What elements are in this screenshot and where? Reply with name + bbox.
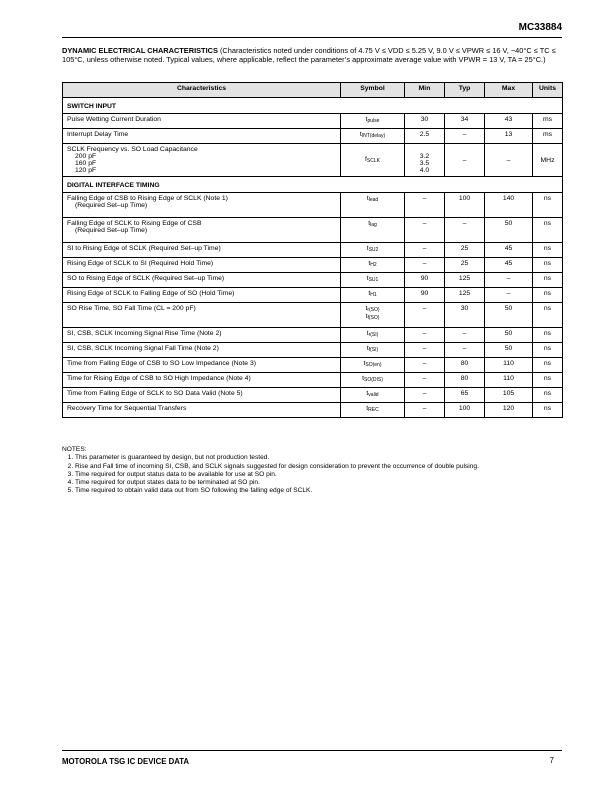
table-row <box>63 114 563 129</box>
table-row <box>63 258 563 273</box>
min-cell: – <box>405 403 445 418</box>
note-item: 1. This parameter is guaranteed by design, but not production tested. <box>75 454 582 462</box>
typ-cell: 125 <box>445 288 485 303</box>
intro-title: DYNAMIC ELECTRICAL CHARACTERISTICS <box>62 46 218 55</box>
symbol: $t_{pulse}$ <box>365 116 380 124</box>
symbol: $t_{SU2}$ <box>366 245 379 253</box>
min-cell: – <box>405 243 445 258</box>
characteristic-text: SCLK Frequency vs. SO Load Capacitance <box>67 146 198 153</box>
footer-text: MOTOROLA TSG IC DEVICE DATA <box>62 757 190 766</box>
units-cell: ms <box>533 114 563 129</box>
units-cell: ns <box>533 373 563 388</box>
intro-text: (Characteristics noted under conditions of 4.75 V ≤ VDD ≤ 5.25 V, 9.0 V ≤ VPWR ≤ 16 V, −40°C ≤ TC ≤ 105°C, unless otherwise noted. Typical values, where applicable, reflect the parameter’s approximate average value with VPWR = 13 V, TA = 25°C.) <box>62 46 556 65</box>
note-item: 5. Time required to obtain valid data out from SO following the falling edge of SCLK. <box>75 487 582 495</box>
max-cell: 45 <box>485 243 533 258</box>
symbol: $t_{H2}$ <box>368 260 377 268</box>
symbol: $t_{H1}$ <box>368 290 377 298</box>
symbol: $t_{SU1}$ <box>366 275 379 283</box>
characteristic-cell <box>63 358 341 373</box>
min-cell: – <box>405 358 445 373</box>
characteristic-cell <box>63 303 341 328</box>
typ-cell: 125 <box>445 273 485 288</box>
symbol-2: $t_{f(SO)}$ <box>365 313 380 321</box>
typ-cell: 25 <box>445 258 485 273</box>
min-cell <box>405 144 445 177</box>
symbol-cell <box>341 129 405 144</box>
characteristic-cell <box>63 258 341 273</box>
characteristic-subline: 200 pF <box>75 153 97 160</box>
characteristic-text: Time from Falling Edge of SCLK to SO Data Valid (Note 5) <box>67 390 243 397</box>
intro-paragraph <box>62 46 562 65</box>
typ-cell: 80 <box>445 358 485 373</box>
characteristic-cell <box>63 144 341 177</box>
symbol-cell <box>341 373 405 388</box>
section-title: DIGITAL INTERFACE TIMING <box>63 177 563 193</box>
characteristic-cell <box>63 388 341 403</box>
table-row <box>63 288 563 303</box>
section-title: SWITCH INPUT <box>63 98 563 114</box>
symbol: $t_{REC}$ <box>366 405 379 413</box>
min-cell: – <box>405 258 445 273</box>
units-cell: ns <box>533 193 563 218</box>
typ-cell: 100 <box>445 403 485 418</box>
dynamic-characteristics-table <box>62 82 563 418</box>
characteristic-text: Falling Edge of SCLK to Rising Edge of CSB <box>67 220 202 227</box>
characteristic-text: SO Rise Time, SO Fall Time (CL = 200 pF) <box>67 305 196 312</box>
typ-cell: – <box>445 129 485 144</box>
max-cell: 50 <box>485 218 533 243</box>
col-header-typ: Typ <box>445 83 485 98</box>
symbol-cell <box>341 343 405 358</box>
characteristic-subline: 160 pF <box>75 160 97 167</box>
note-item: 3. Time required for output status data to be available for use at SO pin. <box>75 471 582 479</box>
symbol: $t_{INT(delay)}$ <box>359 131 386 139</box>
min-cell: – <box>405 343 445 358</box>
max-cell: 110 <box>485 358 533 373</box>
note-item: 4. Time required for output states data to be terminated at SO pin. <box>75 479 582 487</box>
symbol: $t_{SO(DIS)}$ <box>362 375 383 383</box>
notes-title: NOTES: <box>62 446 87 453</box>
symbol: $f_{SCLK}$ <box>365 156 380 164</box>
characteristic-text: Rising Edge of SCLK to Falling Edge of SO (Hold Time) <box>67 290 235 297</box>
typ-cell: – <box>445 343 485 358</box>
characteristic-text: SO to Rising Edge of SCLK (Required Set–up Time) <box>67 275 225 282</box>
units-cell: ns <box>533 303 563 328</box>
characteristic-text: SI, CSB, SCLK Incoming Signal Fall Time (Note 2) <box>67 345 219 352</box>
section-row <box>63 98 563 114</box>
units-cell: ns <box>533 258 563 273</box>
table-row <box>63 144 563 177</box>
min-value: 3.2 <box>419 153 430 160</box>
symbol-cell <box>341 218 405 243</box>
characteristic-subline: 120 pF <box>75 167 97 174</box>
table-row <box>63 218 563 243</box>
table-row <box>63 403 563 418</box>
table-row <box>63 243 563 258</box>
units-cell: ms <box>533 129 563 144</box>
notes <box>62 446 582 496</box>
symbol-cell <box>341 288 405 303</box>
characteristic-cell <box>63 129 341 144</box>
symbol: $t_{r(SO)}$ <box>365 305 380 313</box>
min-value: 4.0 <box>419 167 430 174</box>
typ-cell: 80 <box>445 373 485 388</box>
table-row <box>63 373 563 388</box>
min-cell: 90 <box>405 288 445 303</box>
max-cell: – <box>485 288 533 303</box>
characteristic-text: Interrupt Delay Time <box>67 131 129 138</box>
col-header-min: Min <box>405 83 445 98</box>
symbol-cell <box>341 403 405 418</box>
max-cell: 50 <box>485 343 533 358</box>
symbol: $t_{lag}$ <box>368 220 377 228</box>
typ-cell: – <box>445 328 485 343</box>
col-header-max: Max <box>485 83 533 98</box>
units-cell: ns <box>533 388 563 403</box>
units-cell: ns <box>533 358 563 373</box>
characteristic-subtext: (Required Set–up Time) <box>75 202 148 209</box>
characteristic-cell <box>63 193 341 218</box>
part-number: MC33884 <box>518 22 562 33</box>
units-cell: ns <box>533 288 563 303</box>
units-cell: MHz <box>533 144 563 177</box>
characteristic-cell <box>63 328 341 343</box>
typ-cell: – <box>445 144 485 177</box>
section-row <box>63 177 563 193</box>
table-row <box>63 129 563 144</box>
characteristic-text: Falling Edge of CSB to Rising Edge of SCLK (Note 1) <box>67 195 228 202</box>
notes-list <box>62 454 582 495</box>
min-cell: – <box>405 303 445 328</box>
characteristic-cell <box>63 343 341 358</box>
symbol-cell <box>341 328 405 343</box>
min-cell: – <box>405 193 445 218</box>
typ-cell: 30 <box>445 303 485 328</box>
table-row <box>63 303 563 328</box>
max-cell: 105 <box>485 388 533 403</box>
symbol: $t_{f(SI)}$ <box>366 345 379 353</box>
footer-rule <box>62 750 562 751</box>
page-number: 7 <box>549 756 554 765</box>
min-cell: – <box>405 218 445 243</box>
characteristic-text: Recovery Time for Sequential Transfers <box>67 405 187 412</box>
characteristic-cell <box>63 288 341 303</box>
symbol-cell <box>341 388 405 403</box>
table-row <box>63 193 563 218</box>
characteristic-cell <box>63 273 341 288</box>
characteristic-cell <box>63 373 341 388</box>
characteristic-text: Time from Falling Edge of CSB to SO Low Impedance (Note 3) <box>67 360 257 367</box>
typ-cell: 65 <box>445 388 485 403</box>
min-cell: 90 <box>405 273 445 288</box>
symbol: $t_{SO(en)}$ <box>363 360 382 368</box>
symbol: $t_{lead}$ <box>366 195 379 203</box>
max-cell: – <box>485 144 533 177</box>
symbol-cell <box>341 114 405 129</box>
characteristic-cell <box>63 114 341 129</box>
min-cell: 2.5 <box>405 129 445 144</box>
units-cell: ns <box>533 243 563 258</box>
units-cell: ns <box>533 328 563 343</box>
table-row <box>63 273 563 288</box>
col-header-units: Units <box>533 83 563 98</box>
symbol: $t_{valid}$ <box>366 390 379 398</box>
max-cell: 140 <box>485 193 533 218</box>
min-cell: – <box>405 388 445 403</box>
symbol-cell <box>341 243 405 258</box>
symbol-cell <box>341 258 405 273</box>
col-header-symbol: Symbol <box>341 83 405 98</box>
typ-cell: – <box>445 218 485 243</box>
characteristic-text: SI to Rising Edge of SCLK (Required Set–up Time) <box>67 245 221 252</box>
units-cell: ns <box>533 343 563 358</box>
min-value: 3.5 <box>419 160 430 167</box>
table-row <box>63 343 563 358</box>
max-cell: 45 <box>485 258 533 273</box>
max-cell: 50 <box>485 303 533 328</box>
col-header-characteristics: Characteristics <box>63 83 341 98</box>
table-row <box>63 388 563 403</box>
header-rule <box>62 37 562 38</box>
characteristic-cell <box>63 403 341 418</box>
symbol-cell <box>341 273 405 288</box>
max-cell: 13 <box>485 129 533 144</box>
max-cell: 110 <box>485 373 533 388</box>
units-cell: ns <box>533 273 563 288</box>
symbol-cell <box>341 303 405 328</box>
symbol-cell <box>341 144 405 177</box>
max-cell: 50 <box>485 328 533 343</box>
table-row <box>63 358 563 373</box>
typ-cell: 34 <box>445 114 485 129</box>
characteristic-text: Rising Edge of SCLK to SI (Required Hold Time) <box>67 260 214 267</box>
min-cell: 30 <box>405 114 445 129</box>
max-cell: – <box>485 273 533 288</box>
typ-cell: 25 <box>445 243 485 258</box>
min-cell: – <box>405 373 445 388</box>
note-item: 2. Rise and Fall time of incoming SI, CSB, and SCLK signals suggested for design consideration to prevent the occurrence of double pulsing. <box>75 463 582 471</box>
table-header-row <box>63 83 563 98</box>
characteristic-subtext: (Required Set–up Time) <box>75 227 148 234</box>
characteristic-cell <box>63 243 341 258</box>
symbol-cell <box>341 358 405 373</box>
characteristic-text: Time for Rising Edge of CSB to SO High Impedance (Note 4) <box>67 375 251 382</box>
symbol-cell <box>341 193 405 218</box>
characteristic-cell <box>63 218 341 243</box>
characteristic-text: Pulse Wetting Current Duration <box>67 116 161 123</box>
typ-cell: 100 <box>445 193 485 218</box>
units-cell: ns <box>533 218 563 243</box>
units-cell: ns <box>533 403 563 418</box>
table-row <box>63 328 563 343</box>
max-cell: 43 <box>485 114 533 129</box>
characteristic-text: SI, CSB, SCLK Incoming Signal Rise Time (Note 2) <box>67 330 222 337</box>
symbol: $t_{r(SI)}$ <box>366 330 379 338</box>
max-cell: 120 <box>485 403 533 418</box>
min-cell: – <box>405 328 445 343</box>
